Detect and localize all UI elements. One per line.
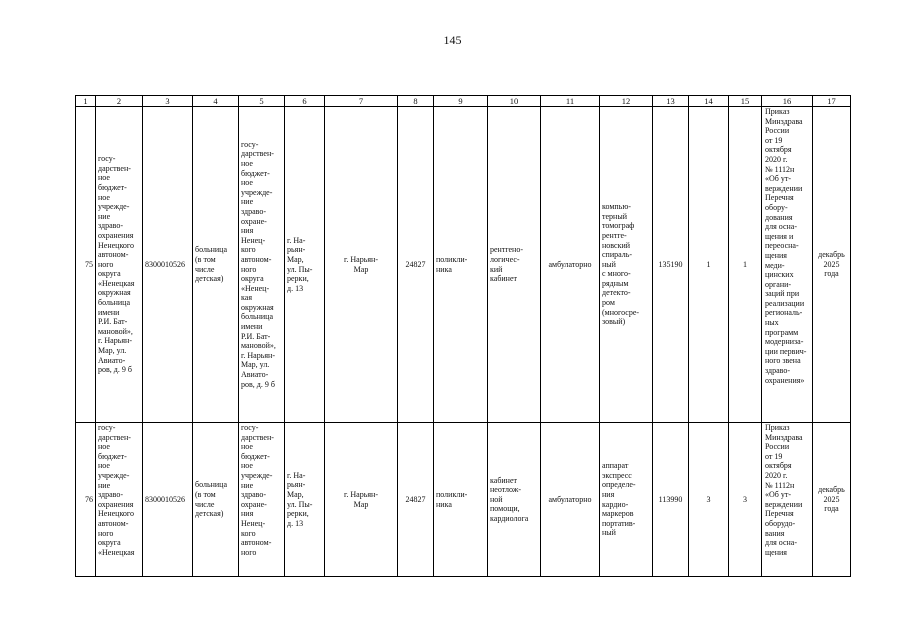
column-number: 9	[434, 96, 488, 107]
care-form-cell: амбулаторно	[541, 107, 600, 423]
inn-cell: 8300010526	[143, 107, 193, 423]
order-cell: Приказ Минздрава России от 19 октября 2020 г. № 1112н «Об ут- верждении Перечня обору- дования для осна- щения и переосна- щения меди- цинских органи- заций при реализации региональ- ных программ модерниза- ции первич- ного звена здраво- охранения»	[762, 107, 813, 423]
division-cell: поликли- ника	[434, 107, 488, 423]
equipment-cell: аппарат экспресс определе- ния кардио- маркеров портатив- ный	[600, 423, 653, 577]
address-cell: г. На- рьян- Мар, ул. Пы- рерки, д. 13	[285, 423, 325, 577]
column-number: 12	[600, 96, 653, 107]
column-number: 3	[143, 96, 193, 107]
address-cell: г. На- рьян- Мар, ул. Пы- рерки, д. 13	[285, 107, 325, 423]
care-form-cell: амбулаторно	[541, 423, 600, 577]
structural-unit-cell: госу- дарствен- ное бюджет- ное учрежде- ние здраво- охране- ния Ненец- кого автоном- ного округа «Ненец- кая окружная больница имени Р.И. Бат- мановой», г. Нарьян- Мар, ул. Авиато- ров, д. 9 б	[239, 107, 285, 423]
department-cell: рентгено- логичес- кий кабинет	[488, 107, 541, 423]
institution-type-cell: больница (в том числе детская)	[193, 107, 239, 423]
column-number: 5	[239, 96, 285, 107]
column-number: 6	[285, 96, 325, 107]
quantity-cell: 3	[729, 423, 762, 577]
table-row	[76, 107, 851, 423]
column-number: 14	[689, 96, 729, 107]
row-number: 75	[76, 107, 96, 423]
nmi-code-cell: 135190	[653, 107, 689, 423]
code-cell: 24827	[398, 107, 434, 423]
structural-unit-cell: госу- дарствен- ное бюджет- ное учрежде- ние здраво- охране- ния Ненец- кого автоном- ного	[239, 423, 285, 577]
table-row	[76, 423, 851, 577]
code-cell: 24827	[398, 423, 434, 577]
column-number: 17	[813, 96, 851, 107]
settlement-cell: г. Нарьян- Мар	[325, 423, 398, 577]
inn-cell: 8300010526	[143, 423, 193, 577]
order-cell: Приказ Минздрава России от 19 октября 2020 г. № 1112н «Об ут- верждении Перечня оборудо- вания для осна- щения	[762, 423, 813, 577]
quantity-cell: 1	[689, 107, 729, 423]
page-number: 145	[443, 33, 462, 47]
column-number: 1	[76, 96, 96, 107]
column-number: 2	[96, 96, 143, 107]
division-cell: поликли- ника	[434, 423, 488, 577]
deadline-cell: декабрь 2025 года	[813, 107, 851, 423]
settlement-cell: г. Нарьян- Мар	[325, 107, 398, 423]
column-number: 15	[729, 96, 762, 107]
column-number: 8	[398, 96, 434, 107]
deadline-cell: декабрь 2025 года	[813, 423, 851, 577]
institution-type-cell: больница (в том числе детская)	[193, 423, 239, 577]
column-number: 16	[762, 96, 813, 107]
row-number: 76	[76, 423, 96, 577]
quantity-cell: 3	[689, 423, 729, 577]
equipment-table	[75, 95, 851, 577]
institution-cell: госу- дарствен- ное бюджет- ное учрежде- ние здраво- охранения Ненецкого автоном- ного округа «Ненецкая	[96, 423, 143, 577]
column-number: 10	[488, 96, 541, 107]
column-number: 13	[653, 96, 689, 107]
column-number: 11	[541, 96, 600, 107]
nmi-code-cell: 113990	[653, 423, 689, 577]
column-number: 4	[193, 96, 239, 107]
quantity-cell: 1	[729, 107, 762, 423]
column-number: 7	[325, 96, 398, 107]
column-numbers-row	[76, 96, 851, 107]
equipment-cell: компью- терный томограф рентге- новский спираль- ный с много- рядным детекто- ром (многосре- зовый)	[600, 107, 653, 423]
institution-cell: госу- дарствен- ное бюджет- ное учрежде- ние здраво- охранения Ненецкого автоном- ного округа «Ненецкая окружная больница имени Р.И. Бат- мановой», г. Нарьян- Мар, ул. Авиато- ров, д. 9 б	[96, 107, 143, 423]
department-cell: кабинет неотлож- ной помощи, кардиолога	[488, 423, 541, 577]
